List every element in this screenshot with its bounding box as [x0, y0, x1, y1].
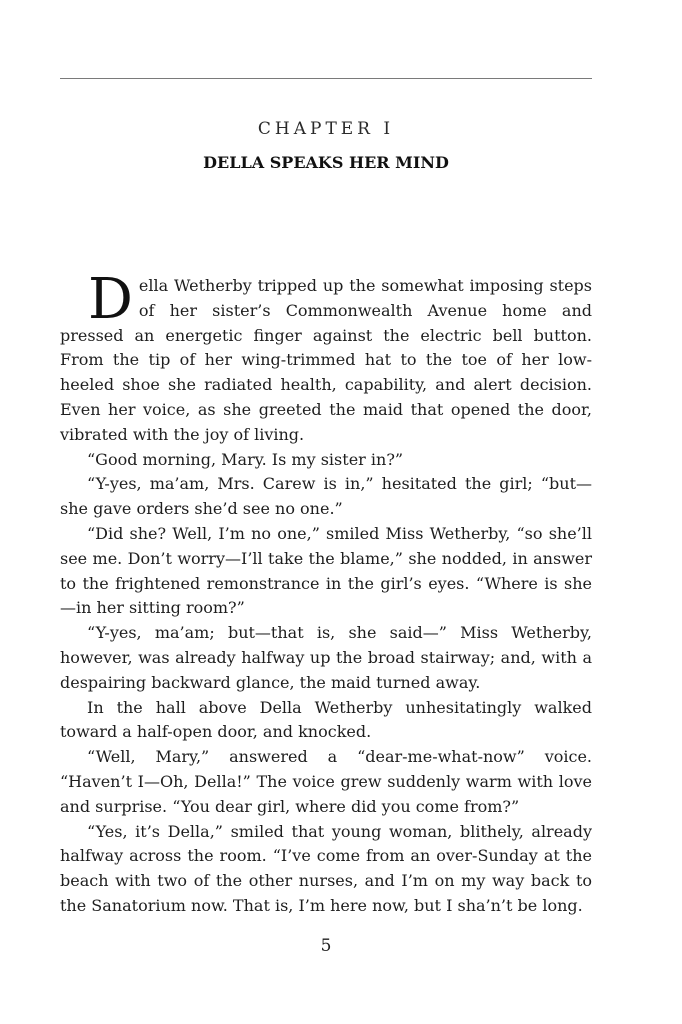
chapter-body	[60, 267, 592, 919]
paragraph: “Well, Mary,” answered a “dear-me-what-now” voice. “Haven’t I—Oh, Della!” The voice grew suddenly warm with love and surprise. “You dear girl, where did you come from?”	[60, 747, 592, 816]
header-rule	[60, 78, 592, 79]
paragraph: “Y-yes, ma’am; but—that is, she said—” Miss Wetherby, however, was already halfway up the broad stairway; and, with a despairing backward glance, the maid turned away.	[60, 623, 592, 692]
paragraph: “Y-yes, ma’am, Mrs. Carew is in,” hesitated the girl; “but—she gave orders she’d see no one.”	[60, 474, 592, 519]
chapter-title: DELLA SPEAKS HER MIND	[203, 153, 449, 172]
paragraph: “Yes, it’s Della,” smiled that young woman, blithely, already halfway across the room. “I’ve come from an over-Sunday at the beach with two of the other nurses, and I’m on my way back to the Sanatorium now. That is, I’m here now, but I sha’n’t be long.	[60, 821, 592, 915]
paragraph: “Good morning, Mary. Is my sister in?”	[87, 449, 404, 469]
page-number: 5	[320, 936, 332, 956]
paragraph-text: ella Wetherby tripped up the somewhat imposing steps of her sister’s Commonwealth Avenue home and pressed an energetic finger against the electric bell button. From the tip of her wing-trimmed hat to the toe of her low-heeled shoe she radiated health, capability, and alert decision. Even her voice, as she greeted the maid that opened the door, vibrated with the joy of living.	[60, 276, 592, 444]
chapter-label: CHAPTER I	[257, 119, 395, 139]
drop-cap: D	[88, 267, 133, 332]
paragraph: In the hall above Della Wetherby unhesitatingly walked toward a half-open door, and knocked.	[60, 697, 592, 742]
paragraph	[60, 267, 592, 448]
paragraph: “Did she? Well, I’m no one,” smiled Miss Wetherby, “so she’ll see me. Don’t worry—I’ll take the blame,” she nodded, in answer to the frightened remonstrance in the girl’s eyes. “Where is she—in her sitting room?”	[60, 523, 592, 618]
